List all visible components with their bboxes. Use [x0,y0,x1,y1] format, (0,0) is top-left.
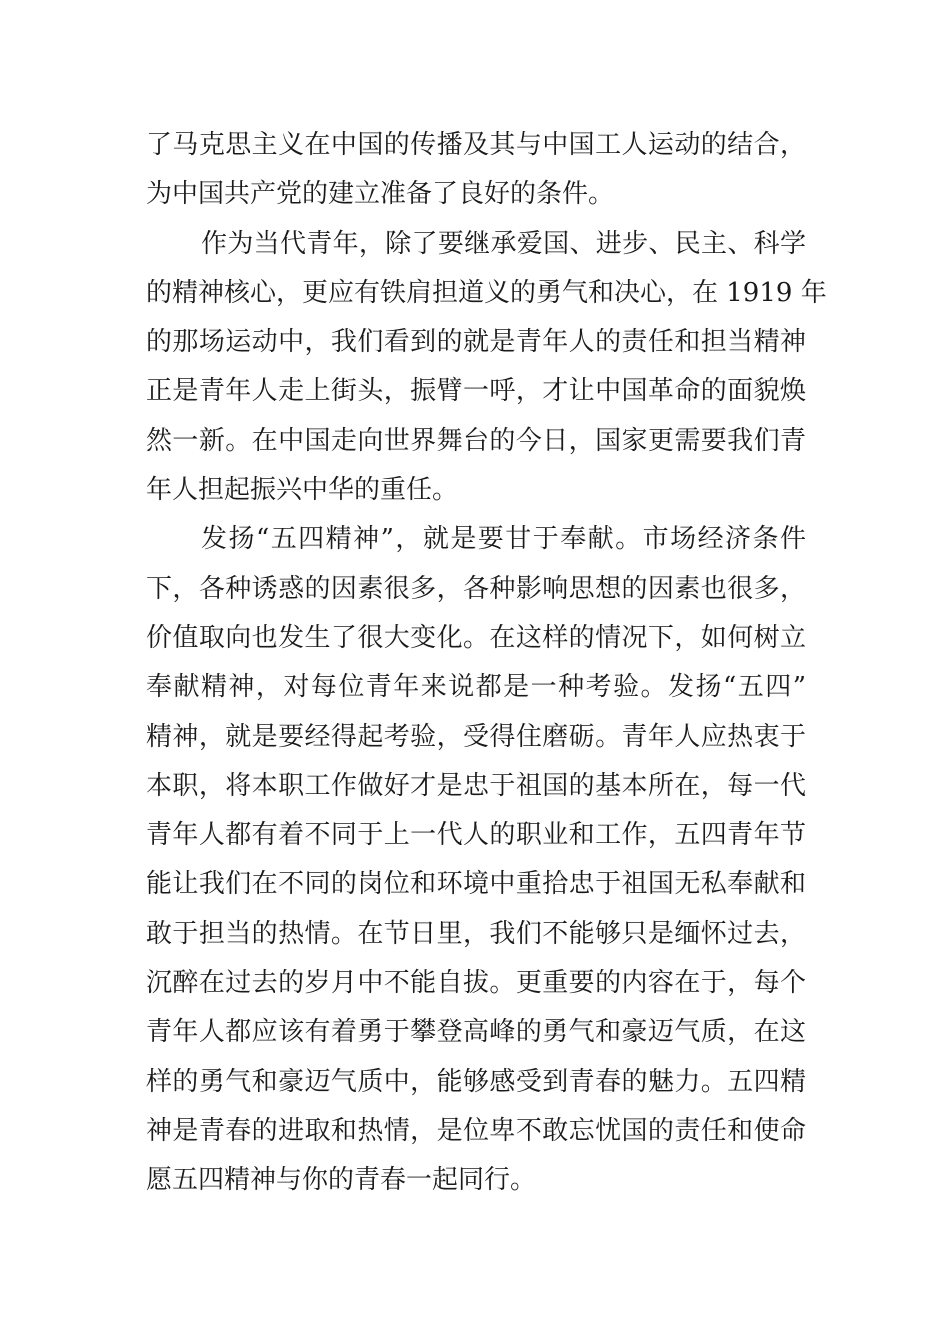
text-line: 青年人都应该有着勇于攀登高峰的勇气和豪迈气质，在这 [146,1017,806,1048]
text-line: 沉醉在过去的岁月中不能自拔。更重要的内容在于，每个 [146,968,806,999]
text-line: 为中国共产党的建立准备了良好的条件。 [146,179,615,210]
text-line: 青年人都有着不同于上一代人的职业和工作，五四青年节 [146,820,806,851]
text-line: 然一新。在中国走向世界舞台的今日，国家更需要我们青 [146,425,806,456]
text-line: 本职，将本职工作做好才是忠于祖国的基本所在，每一代 [146,770,806,801]
text-line: 敢于担当的热情。在节日里，我们不能够只是缅怀过去， [146,918,806,949]
text-line: 精神，就是要经得起考验，受得住磨砺。青年人应热衷于 [146,721,806,752]
text-line: 下，各种诱惑的因素很多，各种影响思想的因素也很多， [146,573,806,604]
text-line: 愿五四精神与你的青春一起同行。 [146,1165,537,1196]
body-text [146,121,827,1206]
text-line: 能让我们在不同的岗位和环境中重拾忠于祖国无私奉献和 [146,869,806,900]
text-line: 样的勇气和豪迈气质中，能够感受到青春的魅力。五四精 [146,1066,806,1097]
text-line: 的那场运动中，我们看到的就是青年人的责任和担当精神 [146,327,806,358]
text-line: 价值取向也发生了很大变化。在这样的情况下，如何树立 [146,622,806,653]
text-line: 正是青年人走上街头，振臂一呼，才让中国革命的面貌焕 [146,376,806,407]
paragraph-first-line: 作为当代青年，除了要继承爱国、进步、民主、科学 [201,228,806,259]
text-line: 的精神核心，更应有铁肩担道义的勇气和决心，在 1919 年 [146,277,827,308]
text-line: 年人担起振兴中华的重任。 [146,475,459,506]
paragraph-first-line: 发扬“五四精神”，就是要甘于奉献。市场经济条件 [201,524,806,555]
text-line: 奉献精神，对每位青年来说都是一种考验。发扬“五四” [146,672,806,703]
text-line: 了马克思主义在中国的传播及其与中国工人运动的结合， [146,130,806,160]
text-line: 神是青春的进取和热情，是位卑不敢忘忧国的责任和使命 [146,1115,806,1146]
